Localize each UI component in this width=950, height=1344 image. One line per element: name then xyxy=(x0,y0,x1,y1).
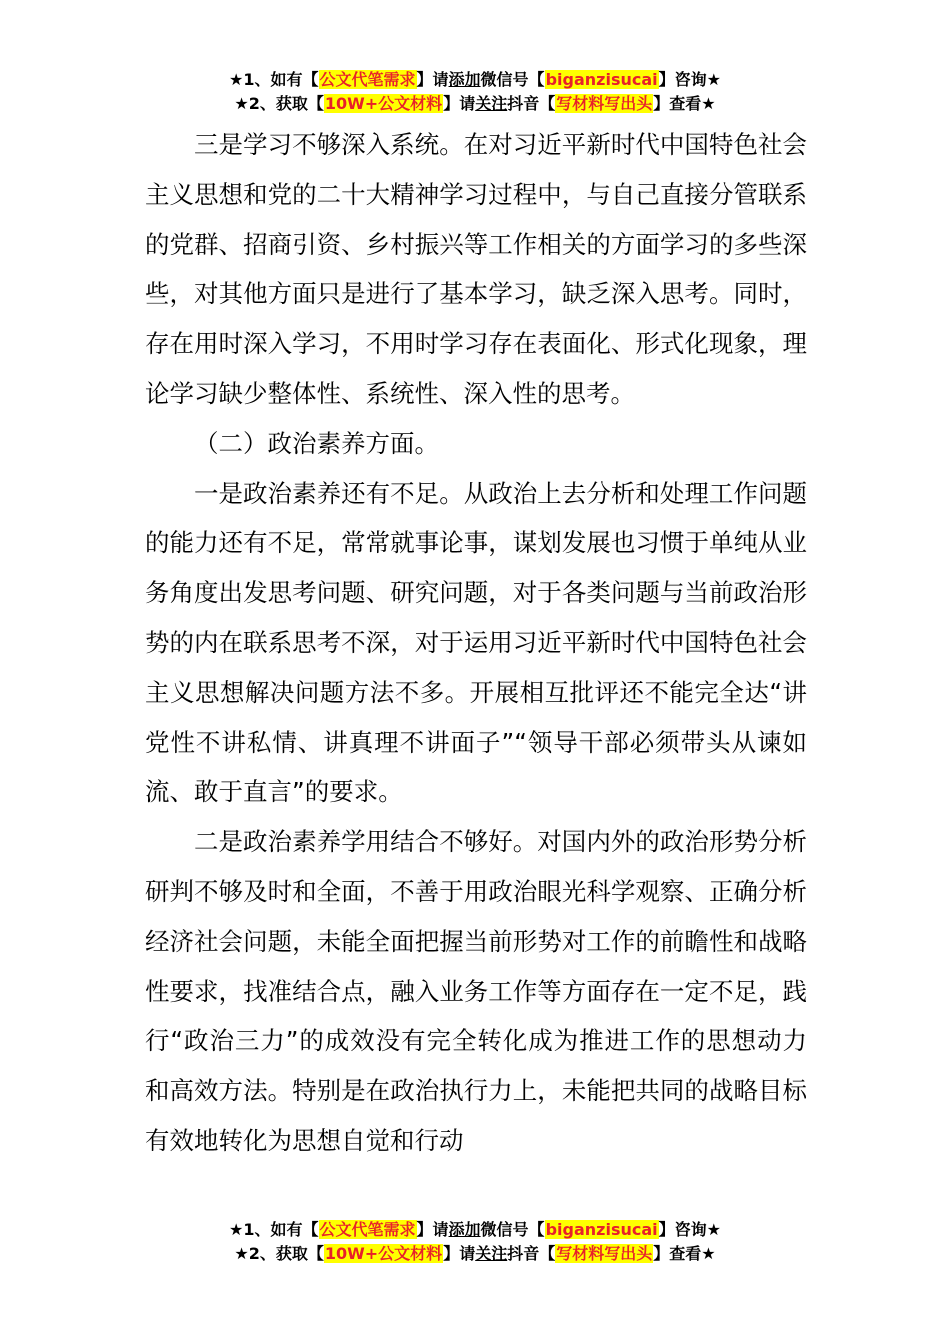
paragraph: 三是学习不够深入系统。在对习近平新时代中国特色社会主义思想和党的二十大精神学习过程中，与自己直接分管联系的党群、招商引资、乡村振兴等工作相关的方面学习的多些深些，对其他方面只是进行了基本学习，缺乏深入思考。同时，存在用时深入学习，不用时学习存在表面化、形式化现象，理论学习缺少整体性、系统性、深入性的思考。 xyxy=(145,130,807,408)
paragraph: 二是政治素养学用结合不够好。对国内外的政治形势分析研判不够及时和全面，不善于用政治眼光科学观察、正确分析经济社会问题，未能全面把握当前形势对工作的前瞻性和战略性要求，找准结合点，融入业务工作等方面存在一定不足，践行“政治三力”的成效没有完全转化成为推进工作的思想动力和高效方法。特别是在政治执行力上，未能把共同的战略目标有效地转化为思想自觉和行动 xyxy=(145,827,807,1155)
banner-text: ★1、如有【 xyxy=(229,1220,319,1239)
footer-banner xyxy=(0,1218,950,1266)
underlined-text: 添加 xyxy=(448,70,481,89)
banner-line-2 xyxy=(0,1242,950,1266)
banner-text: 抖音【 xyxy=(507,1244,556,1263)
wechat-id: biganzisucai xyxy=(545,1220,658,1239)
header-banner xyxy=(0,68,950,116)
banner-text: 】请 xyxy=(443,94,476,113)
banner-text: ★2、获取【 xyxy=(234,1244,324,1263)
paragraph: 一是政治素养还有不足。从政治上去分析和处理工作问题的能力还有不足，常常就事论事，谋划发展也习惯于单纯从业务角度出发思考问题、研究问题，对于各类问题与当前政治形势的内在联系思考不深，对于运用习近平新时代中国特色社会主义思想解决问题方法不多。开展相互批评还不能完全达“讲党性不讲私情、讲真理不讲面子”“领导干部必须带头从谏如流、敢于直言”的要求。 xyxy=(145,478,807,807)
document-body xyxy=(145,120,807,1166)
banner-text: 微信号【 xyxy=(480,1220,545,1239)
douyin-account: 写材料写出头 xyxy=(556,1244,653,1263)
banner-line-1 xyxy=(0,1218,950,1242)
highlight-text: 公文代笔需求 xyxy=(319,1220,416,1239)
highlight-text: 10W+公文材料 xyxy=(324,1244,443,1263)
highlight-text: 公文代笔需求 xyxy=(319,70,416,89)
banner-text: ★1、如有【 xyxy=(229,70,319,89)
banner-text: 】请 xyxy=(416,70,449,89)
banner-text: 】请 xyxy=(443,1244,476,1263)
underlined-text: 关注 xyxy=(475,94,508,113)
banner-text: 】咨询★ xyxy=(658,1220,721,1239)
underlined-text: 添加 xyxy=(448,1220,481,1239)
wechat-id: biganzisucai xyxy=(545,70,658,89)
underlined-text: 关注 xyxy=(475,1244,508,1263)
highlight-text: 10W+公文材料 xyxy=(324,94,443,113)
banner-text: 】咨询★ xyxy=(658,70,721,89)
section-heading: （二）政治素养方面。 xyxy=(194,428,439,458)
banner-text: 抖音【 xyxy=(507,94,556,113)
douyin-account: 写材料写出头 xyxy=(556,94,653,113)
banner-text: ★2、获取【 xyxy=(234,94,324,113)
banner-line-2 xyxy=(0,92,950,116)
banner-text: 】查看★ xyxy=(653,1244,716,1263)
banner-line-1 xyxy=(0,68,950,92)
banner-text: 】请 xyxy=(416,1220,449,1239)
banner-text: 】查看★ xyxy=(653,94,716,113)
banner-text: 微信号【 xyxy=(480,70,545,89)
